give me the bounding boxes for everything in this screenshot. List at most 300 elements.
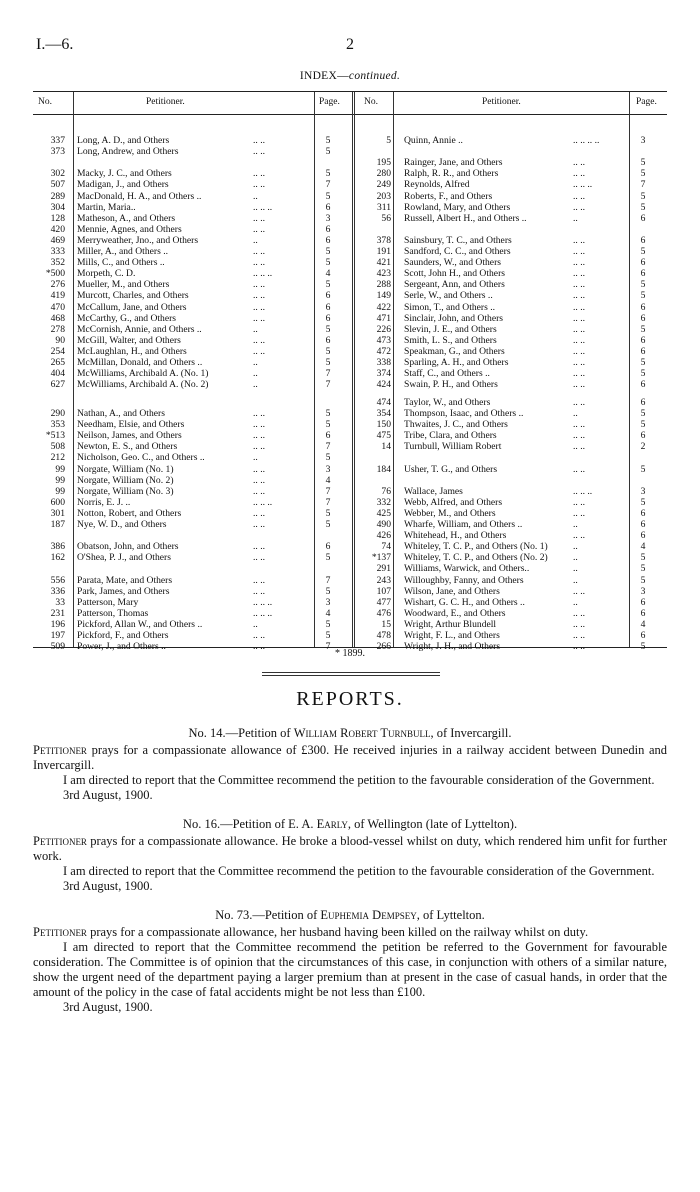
page-number-cell: 5 bbox=[325, 630, 331, 642]
petitioner-name: Pickford, F., and Others bbox=[77, 630, 169, 642]
page-number-cell: 7 bbox=[325, 441, 331, 453]
petitioner-name: Webb, Alfred, and Others bbox=[404, 496, 503, 508]
leader-dots: .. .. bbox=[253, 485, 265, 497]
table-row bbox=[33, 452, 667, 463]
page-number-cell: 4 bbox=[640, 618, 646, 630]
petition-number: *137 bbox=[371, 552, 391, 564]
petitioner-name: Wilson, Jane, and Others bbox=[404, 585, 500, 597]
petition-number: 469 bbox=[50, 234, 65, 246]
petitioner-name: Wishart, G. C. H., and Others .. bbox=[404, 596, 525, 608]
petition-number: 311 bbox=[376, 201, 391, 213]
report-finding: I am directed to report that the Committee recommend the petition to the favourable consideration of the Government. bbox=[63, 773, 655, 787]
leader-dots: .. .. bbox=[253, 641, 265, 653]
page-number-cell: 6 bbox=[325, 541, 331, 553]
page-number-cell: 5 bbox=[325, 168, 331, 180]
col-no-left: No. bbox=[38, 97, 52, 107]
leader-dots: .. .. bbox=[573, 441, 585, 453]
petitioner-name: Thwaites, J. C., and Others bbox=[404, 419, 508, 431]
report-lead: Petitioner bbox=[33, 925, 87, 939]
petitioner-name: Neilson, James, and Others bbox=[77, 430, 182, 442]
leader-dots: .. .. bbox=[573, 334, 585, 346]
petitioner-name: Sainsbury, T. C., and Others bbox=[404, 234, 512, 246]
petition-number: 354 bbox=[376, 408, 391, 420]
report-lead: Petitioner bbox=[33, 743, 87, 757]
leader-dots: .. .. bbox=[253, 212, 265, 224]
report-finding: I am directed to report that the Committee recommend the petition to the favourable consideration of the Government. bbox=[63, 864, 655, 878]
petitioner-name: McCallum, Jane, and Others bbox=[77, 301, 187, 313]
table-row bbox=[33, 619, 667, 630]
petitioner-name: Speakman, G., and Others bbox=[404, 345, 505, 357]
page-number-cell: 5 bbox=[640, 463, 646, 475]
petition-number: 378 bbox=[376, 234, 391, 246]
petition-number: 301 bbox=[50, 507, 65, 519]
petitioner-name: Reynolds, Alfred bbox=[404, 179, 470, 191]
page-number-cell: 2 bbox=[640, 441, 646, 453]
table-row bbox=[33, 397, 667, 408]
petition-number: 420 bbox=[50, 223, 65, 235]
leader-dots: .. .. bbox=[253, 345, 265, 357]
leader-dots: .. .. bbox=[253, 179, 265, 191]
leader-dots: .. .. bbox=[573, 279, 585, 291]
page-number-cell: 4 bbox=[640, 541, 646, 553]
report-lead: Petitioner bbox=[33, 834, 87, 848]
page-number-cell: 6 bbox=[325, 201, 331, 213]
leader-dots: .. bbox=[253, 368, 258, 380]
petition-number: 288 bbox=[376, 279, 391, 291]
rule bbox=[262, 672, 440, 673]
page-number-cell: 5 bbox=[325, 585, 331, 597]
page-number-cell: 5 bbox=[640, 419, 646, 431]
petition-number: 336 bbox=[50, 585, 65, 597]
table-row bbox=[33, 575, 667, 586]
petitioner-name: Matheson, A., and Others bbox=[77, 212, 176, 224]
petition-number: 470 bbox=[50, 301, 65, 313]
leader-dots: .. .. bbox=[253, 408, 265, 420]
petitioner-name: O'Shea, P. J., and Others bbox=[77, 552, 171, 564]
page-number-cell: 5 bbox=[325, 408, 331, 420]
table-row bbox=[33, 541, 667, 552]
petition-number: 289 bbox=[50, 190, 65, 202]
report-date: 3rd August, 1900. bbox=[63, 788, 153, 802]
leader-dots: .. .. bbox=[573, 312, 585, 324]
page-number-cell: 6 bbox=[325, 223, 331, 235]
report-body-text: prays for a compassionate allowance, her husband having been killed on the railway whilst on duty. bbox=[86, 925, 589, 939]
report-body-text: prays for a compassionate allowance of £300. He received injuries in a railway accident between Dunedin and Invercargill. bbox=[33, 743, 667, 772]
petition-number: 33 bbox=[55, 596, 65, 608]
report-finding: I am directed to report that the Committee recommend the petition be referred to the Government for favourable consideration. The Committee is of opinion that the circumstances of this case, in conjunction with others of a similar nature, show the urgent need of the department paying a larger premium than at present in the case of casual hands, in order that the amount of the policy in the case of fatal accidents might be not less than £100. bbox=[33, 940, 667, 999]
report-heading bbox=[33, 726, 667, 741]
petitioner-name: Whitehead, H., and Others bbox=[404, 530, 507, 542]
petitioner-name: Merryweather, Jno., and Others bbox=[77, 234, 199, 246]
leader-dots: .. .. .. bbox=[253, 201, 273, 213]
petition-number: 353 bbox=[50, 419, 65, 431]
leader-dots: .. .. bbox=[573, 157, 585, 169]
leader-dots: .. .. bbox=[573, 201, 585, 213]
petitioner-name: Simon, T., and Others .. bbox=[404, 301, 496, 313]
leader-dots: .. .. .. bbox=[253, 607, 273, 619]
table-row bbox=[33, 157, 667, 168]
petitioner-name: Whiteley, T. C. P., and Others (No. 1) bbox=[404, 541, 548, 553]
petition-number: 5 bbox=[386, 135, 391, 146]
page-number-cell: 5 bbox=[325, 519, 331, 531]
petitioner-name: McGill, Walter, and Others bbox=[77, 334, 181, 346]
petition-number: 426 bbox=[376, 530, 391, 542]
page-number-cell: 5 bbox=[640, 168, 646, 180]
petitioner-name: Willoughby, Fanny, and Others bbox=[404, 574, 524, 586]
table-row bbox=[33, 408, 667, 419]
reports-title: REPORTS. bbox=[296, 688, 404, 710]
petitioner-name: Mueller, M., and Others bbox=[77, 279, 170, 291]
page-number-cell: 7 bbox=[325, 368, 331, 380]
page-number-cell: 5 bbox=[325, 257, 331, 269]
petition-number: 184 bbox=[376, 463, 391, 475]
petition-number: 99 bbox=[55, 474, 65, 486]
petition-number: 333 bbox=[50, 246, 65, 257]
petition-number: 291 bbox=[376, 563, 391, 575]
petition-number: 556 bbox=[50, 574, 65, 586]
petition-number: 421 bbox=[376, 257, 391, 269]
leader-dots: .. .. bbox=[253, 474, 265, 486]
leader-dots: .. bbox=[573, 212, 578, 224]
petitioner-name: Parata, Mate, and Others bbox=[77, 574, 173, 586]
page-number-cell: 3 bbox=[325, 212, 331, 224]
page-number-cell: 5 bbox=[325, 146, 331, 158]
page-number-cell: 5 bbox=[640, 368, 646, 380]
petition-number: *500 bbox=[45, 268, 65, 280]
page-number-cell: 6 bbox=[640, 334, 646, 346]
leader-dots: .. .. bbox=[573, 419, 585, 431]
petitioner-name: Norgate, William (No. 1) bbox=[77, 463, 174, 475]
petition-number: 337 bbox=[50, 135, 65, 146]
table-row bbox=[33, 630, 667, 641]
page-number-cell: 6 bbox=[325, 430, 331, 442]
petitioner-name: Mills, C., and Others .. bbox=[77, 257, 165, 269]
leader-dots: .. .. bbox=[253, 585, 265, 597]
petitioner-name: Morpeth, C. D. bbox=[77, 268, 136, 280]
report-date: 3rd August, 1900. bbox=[63, 1000, 153, 1014]
petitioner-name: Wharfe, William, and Others .. bbox=[404, 519, 523, 531]
page-number-cell: 4 bbox=[325, 474, 331, 486]
petitioner-name: Ralph, R. R., and Others bbox=[404, 168, 499, 180]
petitioner-name: Norris, E. J. .. bbox=[77, 496, 131, 508]
leader-dots: .. .. bbox=[253, 552, 265, 564]
petitioner-name: Power, J., and Others .. bbox=[77, 641, 166, 653]
page-number-cell: 5 bbox=[325, 246, 331, 257]
petition-number: 304 bbox=[50, 201, 65, 213]
page-number-cell: 6 bbox=[325, 301, 331, 313]
table-row bbox=[33, 368, 667, 379]
petitioner-name: Miller, A., and Others .. bbox=[77, 246, 169, 257]
petitioner-name: Swain, P. H., and Others bbox=[404, 379, 498, 391]
report-heading bbox=[33, 817, 667, 832]
leader-dots: .. .. bbox=[253, 135, 265, 146]
petition-number: 191 bbox=[376, 246, 391, 257]
petition-number: 203 bbox=[376, 190, 391, 202]
leader-dots: .. .. bbox=[253, 146, 265, 158]
page-number-cell: 4 bbox=[325, 268, 331, 280]
leader-dots: .. .. bbox=[573, 396, 585, 408]
petitioner-name: Wright, J. H., and Others bbox=[404, 641, 501, 653]
petitioner-name: McWilliams, Archibald A. (No. 2) bbox=[77, 379, 209, 391]
leader-dots: .. .. bbox=[253, 630, 265, 642]
petitioner-name: Usher, T. G., and Others bbox=[404, 463, 498, 475]
leader-dots: .. bbox=[253, 379, 258, 391]
petitioner-name: McMillan, Donald, and Others .. bbox=[77, 357, 203, 368]
heading-suffix: , of Invercargill. bbox=[430, 726, 512, 740]
page-number-cell: 7 bbox=[325, 496, 331, 508]
petitioner-name: Norgate, William (No. 3) bbox=[77, 485, 174, 497]
page-number-cell: 3 bbox=[325, 463, 331, 475]
petition-number: 107 bbox=[376, 585, 391, 597]
col-no-right: No. bbox=[364, 97, 378, 107]
leader-dots: .. bbox=[253, 190, 258, 202]
petition-number: 231 bbox=[50, 607, 65, 619]
petition-number: 266 bbox=[376, 641, 391, 653]
page-number-cell: 3 bbox=[640, 485, 646, 497]
petitioner-name: Needham, Elsie, and Others bbox=[77, 419, 185, 431]
page-number-cell: 6 bbox=[640, 519, 646, 531]
footnote: * 1899. bbox=[335, 648, 365, 659]
leader-dots: .. .. bbox=[253, 168, 265, 180]
table-row bbox=[33, 135, 667, 146]
leader-dots: .. .. bbox=[573, 345, 585, 357]
petitioner-name: Staff, C., and Others .. bbox=[404, 368, 490, 380]
petition-number: 56 bbox=[381, 212, 391, 224]
page-number-cell: 6 bbox=[640, 396, 646, 408]
leader-dots: .. .. .. bbox=[253, 496, 273, 508]
page-number-cell: 6 bbox=[640, 430, 646, 442]
leader-dots: .. .. bbox=[573, 496, 585, 508]
page-number-cell: 6 bbox=[325, 312, 331, 324]
heading-prefix: No. 16.—Petition of bbox=[182, 817, 289, 831]
petitioner-name: Mennie, Agnes, and Others bbox=[77, 223, 182, 235]
page-number-cell: 5 bbox=[325, 452, 331, 464]
leader-dots: .. bbox=[253, 357, 258, 368]
page-number-cell: 5 bbox=[640, 290, 646, 302]
table-row bbox=[33, 213, 667, 224]
table-row bbox=[33, 313, 667, 324]
report-heading bbox=[33, 908, 667, 923]
table-row bbox=[33, 202, 667, 213]
page-number-cell: 4 bbox=[325, 607, 331, 619]
petition-number: 475 bbox=[376, 430, 391, 442]
leader-dots: .. .. bbox=[573, 168, 585, 180]
petition-number: 187 bbox=[50, 519, 65, 531]
heading-suffix: , of Lyttelton. bbox=[416, 908, 485, 922]
petition-number: 338 bbox=[376, 357, 391, 368]
leader-dots: .. .. bbox=[253, 441, 265, 453]
page-number-cell: 5 bbox=[640, 552, 646, 564]
leader-dots: .. .. bbox=[253, 223, 265, 235]
leader-dots: .. bbox=[573, 541, 578, 553]
leader-dots: .. .. .. bbox=[573, 485, 593, 497]
leader-dots: .. .. bbox=[253, 519, 265, 531]
petitioner-name: Rowland, Mary, and Others bbox=[404, 201, 511, 213]
leader-dots: .. .. bbox=[253, 574, 265, 586]
leader-dots: .. .. bbox=[573, 257, 585, 269]
table-row bbox=[33, 597, 667, 608]
page-number-cell: 5 bbox=[325, 323, 331, 335]
page-number-cell: 6 bbox=[640, 234, 646, 246]
petitioner-name: Tribe, Clara, and Others bbox=[404, 430, 497, 442]
leader-dots: .. .. bbox=[573, 379, 585, 391]
page-number-cell: 5 bbox=[325, 190, 331, 202]
page-number-cell: 5 bbox=[640, 641, 646, 653]
table-row bbox=[33, 519, 667, 530]
table-row bbox=[33, 497, 667, 508]
leader-dots: .. .. bbox=[253, 279, 265, 291]
petition-number: 14 bbox=[381, 441, 391, 453]
petitioner-name: Sinclair, John, and Others bbox=[404, 312, 504, 324]
table-row bbox=[33, 179, 667, 190]
petitioner-name: Euphemia Dempsey bbox=[320, 908, 417, 922]
table-row bbox=[33, 246, 667, 257]
petition-number: 15 bbox=[381, 618, 391, 630]
report-date: 3rd August, 1900. bbox=[63, 879, 153, 893]
leader-dots: .. .. .. bbox=[573, 179, 593, 191]
petitioner-name: Notton, Robert, and Others bbox=[77, 507, 182, 519]
petitioner-name: William Robert Turnbull bbox=[293, 726, 431, 740]
petitioner-name: Wright, Arthur Blundell bbox=[404, 618, 497, 630]
leader-dots: .. .. .. bbox=[253, 268, 273, 280]
petition-number: 243 bbox=[376, 574, 391, 586]
table-row bbox=[33, 302, 667, 313]
petition-number: 212 bbox=[50, 452, 65, 464]
petitioner-name: E. A. Early bbox=[288, 817, 348, 831]
heading-prefix: No. 14.—Petition of bbox=[188, 726, 294, 740]
page-number-cell: 6 bbox=[640, 212, 646, 224]
page-number-cell: 7 bbox=[325, 485, 331, 497]
page-number-cell: 5 bbox=[325, 507, 331, 519]
petition-number: 90 bbox=[55, 334, 65, 346]
leader-dots: .. .. bbox=[573, 190, 585, 202]
leader-dots: .. .. bbox=[573, 234, 585, 246]
petition-number: 477 bbox=[376, 596, 391, 608]
page-number-cell: 3 bbox=[640, 135, 646, 146]
petition-number: 478 bbox=[376, 630, 391, 642]
leader-dots: .. .. bbox=[253, 541, 265, 553]
report-body bbox=[33, 834, 667, 864]
leader-dots: .. bbox=[573, 574, 578, 586]
leader-dots: .. bbox=[253, 452, 258, 464]
petition-number: 425 bbox=[376, 507, 391, 519]
petition-number: 404 bbox=[50, 368, 65, 380]
petition-number: 290 bbox=[50, 408, 65, 420]
table-row bbox=[33, 563, 667, 574]
petition-number: 627 bbox=[50, 379, 65, 391]
table-row bbox=[33, 335, 667, 346]
petition-number: *513 bbox=[45, 430, 65, 442]
petitioner-name: Patterson, Mary bbox=[77, 596, 139, 608]
petition-number: 423 bbox=[376, 268, 391, 280]
petitioner-name: Russell, Albert H., and Others .. bbox=[404, 212, 527, 224]
petition-number: 226 bbox=[376, 323, 391, 335]
petition-number: 490 bbox=[376, 519, 391, 531]
running-head-left: I.—6. bbox=[36, 36, 74, 53]
table-row bbox=[33, 346, 667, 357]
leader-dots: .. .. bbox=[253, 257, 265, 269]
page-number-cell: 6 bbox=[325, 234, 331, 246]
petitioner-name: Webber, M., and Others bbox=[404, 507, 496, 519]
petition-number: 149 bbox=[376, 290, 391, 302]
petitioner-name: Norgate, William (No. 2) bbox=[77, 474, 174, 486]
leader-dots: .. .. bbox=[573, 301, 585, 313]
table-row bbox=[33, 608, 667, 619]
heading-prefix: No. 73.—Petition of bbox=[215, 908, 321, 922]
petitioner-name: Wright, F. L., and Others bbox=[404, 630, 500, 642]
petitioner-name: Martin, Maria.. bbox=[77, 201, 136, 213]
table-row bbox=[33, 224, 667, 235]
page-number-cell: 5 bbox=[640, 563, 646, 575]
petition-number: 386 bbox=[50, 541, 65, 553]
table-row bbox=[33, 257, 667, 268]
table-row bbox=[33, 486, 667, 497]
petition-number: 128 bbox=[50, 212, 65, 224]
petitioner-name: McCornish, Annie, and Others .. bbox=[77, 323, 202, 335]
table-row bbox=[33, 464, 667, 475]
leader-dots: .. .. bbox=[573, 507, 585, 519]
page-number-cell: 5 bbox=[640, 574, 646, 586]
page-number-cell: 5 bbox=[640, 323, 646, 335]
petitioner-name: Thompson, Isaac, and Others .. bbox=[404, 408, 524, 420]
petitioner-name: Saunders, W., and Others bbox=[404, 257, 501, 269]
page-number-cell: 5 bbox=[640, 279, 646, 291]
leader-dots: .. .. bbox=[573, 641, 585, 653]
petition-number: 476 bbox=[376, 607, 391, 619]
table-row bbox=[33, 279, 667, 290]
petitioner-name: Sergeant, Ann, and Others bbox=[404, 279, 505, 291]
petition-number: 474 bbox=[376, 396, 391, 408]
page-number-cell: 5 bbox=[640, 357, 646, 368]
page-number-cell: 5 bbox=[640, 190, 646, 202]
table-row bbox=[33, 475, 667, 486]
index-title-main: INDEX— bbox=[299, 70, 349, 82]
table-row bbox=[33, 235, 667, 246]
page-number-cell: 6 bbox=[640, 345, 646, 357]
petition-number: 196 bbox=[50, 618, 65, 630]
petition-number: 468 bbox=[50, 312, 65, 324]
petitioner-name: Quinn, Annie .. bbox=[404, 135, 463, 146]
petitioner-name: Smith, L. S., and Others bbox=[404, 334, 497, 346]
petition-number: 471 bbox=[376, 312, 391, 324]
petition-number: 302 bbox=[50, 168, 65, 180]
report-body bbox=[33, 743, 667, 773]
petitioner-name: Scott, John H., and Others bbox=[404, 268, 505, 280]
petition-number: 76 bbox=[381, 485, 391, 497]
col-petitioner-left: Petitioner. bbox=[146, 97, 185, 107]
petition-number: 509 bbox=[50, 641, 65, 653]
leader-dots: .. bbox=[253, 618, 258, 630]
page-number-cell: 5 bbox=[325, 135, 331, 146]
col-page-left: Page. bbox=[319, 97, 340, 107]
table-row bbox=[33, 168, 667, 179]
petition-number: 424 bbox=[376, 379, 391, 391]
petition-number: 472 bbox=[376, 345, 391, 357]
petition-number: 265 bbox=[50, 357, 65, 368]
leader-dots: .. .. bbox=[253, 246, 265, 257]
page-number-cell: 5 bbox=[325, 419, 331, 431]
leader-dots: .. .. bbox=[573, 268, 585, 280]
page-number-cell: 3 bbox=[325, 596, 331, 608]
index-title-italic: continued. bbox=[348, 70, 401, 82]
page-number-cell: 7 bbox=[325, 179, 331, 191]
petition-number: 508 bbox=[50, 441, 65, 453]
page-number-cell: 3 bbox=[640, 585, 646, 597]
leader-dots: .. .. bbox=[573, 368, 585, 380]
leader-dots: .. bbox=[573, 519, 578, 531]
page-number-cell: 6 bbox=[640, 630, 646, 642]
petitioner-name: MacDonald, H. A., and Others .. bbox=[77, 190, 202, 202]
